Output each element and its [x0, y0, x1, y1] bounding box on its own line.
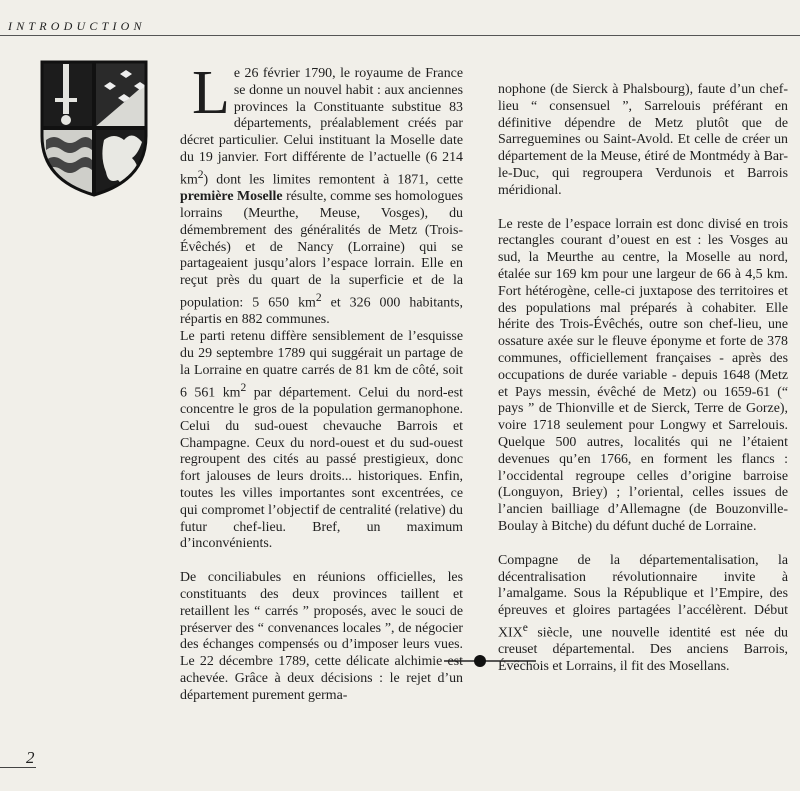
text-span: et 326 000 habitants, répartis en 882 communes.	[180, 295, 463, 328]
paragraph	[180, 59, 463, 329]
superscript: 2	[315, 290, 322, 304]
superscript: 2	[240, 380, 247, 394]
running-header: INTRODUCTION	[8, 19, 146, 33]
text-column-right	[498, 82, 788, 676]
text-span: Le parti retenu diffère sensiblement de l’esquisse du 29 septembre 1789 qui suggérait un partage de la Lorraine en quatre carrés de 81 km de côté, soit 6 561 km	[180, 329, 463, 401]
page-number: 2	[26, 748, 35, 767]
dot-rule-ornament-icon	[440, 650, 540, 672]
text-span: e 26 février 1790, le royaume de France se donne un nouvel habit : aux anciennes provinces la Constituante substitue 83 départements, préalablement créés par décret particulier. Celui instituant la Moselle date du 19 janvier. Fort différente de l’actuelle (6 214 km	[180, 66, 463, 188]
text-span: siècle, une nouvelle identité est née du creuset départemental. Des anciens Barrois, Évêchois et Lorrains, il fit des Mosellans.	[498, 625, 788, 675]
paragraph: De conciliabules en réunions officielles, les constituants des deux provinces taillent et retaillent les “ carrés ” proposés, avec le souci de préserver des “ convenances locales ”, de négocier des échanges compensés ou d’imposer leurs vues. Le 22 décembre 1789, cette délicate alchimie est achevée. Grâce à deux décisions : le rejet d’un département purement germa-	[180, 570, 463, 703]
superscript: 2	[197, 167, 204, 181]
coat-of-arms-icon	[38, 58, 150, 198]
bold-term: première Moselle	[180, 189, 283, 205]
header-rule	[0, 35, 800, 36]
text-span: par département. Celui du nord-est concentre le gros de la population germanophone. Celui du sud-ouest chevauche Barrois et Champagne. Ceux du nord-ouest et du sud-ouest regroupent des cités au passé prestigieux, donc fort jalouses de leurs droits... historiques. Enfin, toutes les villes importantes sont excentrées, ce qui compromet l’objectif de centralité (relative) du futur chef-lieu. Bref, un maximum d’inconvénients.	[180, 385, 463, 552]
text-span: ) dont les limites remontent à 1871, cette	[203, 172, 463, 188]
text-span: Compagne de la départementalisation, la décentralisation révolutionnaire invite à l’amalgame. Sous la République et l’Empire, des épreuves et gloires partagées l’accélèrent. Début XIX	[498, 552, 788, 641]
paragraph: Le reste de l’espace lorrain est donc divisé en trois rectangles courant d’ouest en est : les Vosges au sud, la Meurthe au centre, la Moselle au nord, étalée sur 169 km pour une largeur de 66 à 4,5 km. Fort hétérogène, celle-ci juxtapose des territoires et des populations mal préparés à cohabiter. Elle hérite des Trois-Évêchés, outre son chef-lieu, une ossature axée sur le fleuve éponyme et forte de 378 communes, officiellement françaises - après des occupations de durée variable - depuis 1648 (Metz et Pays messin, évêché de Metz) ou 1659-61 (“ pays ” de Thionville et de Sierck, Terre de Gorze), voire 1718 seulement pour Longwy et Sarrelouis. Quelque 500 autres, localités qui ne l’étaient devenues qu’en 1766, en forment les flancs : l’occidental regroupe celles d’origine barroise (Longuyon, Briey) ; l’oriental, celles issues de l’ancien bailliage d’Allemagne (de Bouzonville-Boulay à Bitche) du défunt duché de Lorraine.	[498, 216, 788, 534]
paragraph	[180, 329, 463, 553]
text-column-left	[180, 59, 463, 705]
paragraph	[498, 553, 788, 676]
superscript: e	[522, 620, 528, 634]
text-span: résulte, comme ses homologues lorrains (Meurthe, Meuse, Vosges), du démembrement des généralités de Metz (Trois-Évêchés) et de Nancy (Lorraine) qui se partageaient jusqu’alors l’espace lorrain. Elle en reçut près du quart de la superficie et de la population: 5 650 km	[180, 189, 463, 311]
drop-cap: L	[192, 59, 230, 127]
paragraph: nophone (de Sierck à Phalsbourg), faute d’un chef-lieu “ consensuel ”, Sarrelouis préférant en définitive dépendre de Metz plutôt que de Sarreguemines ou Saint-Avold. Et celle de créer un département de la Meuse, étiré de Montmédy à Bar-le-Duc, qui regroupera Verdunois et Barrois méridional.	[498, 82, 788, 198]
footer-rule	[0, 767, 36, 768]
